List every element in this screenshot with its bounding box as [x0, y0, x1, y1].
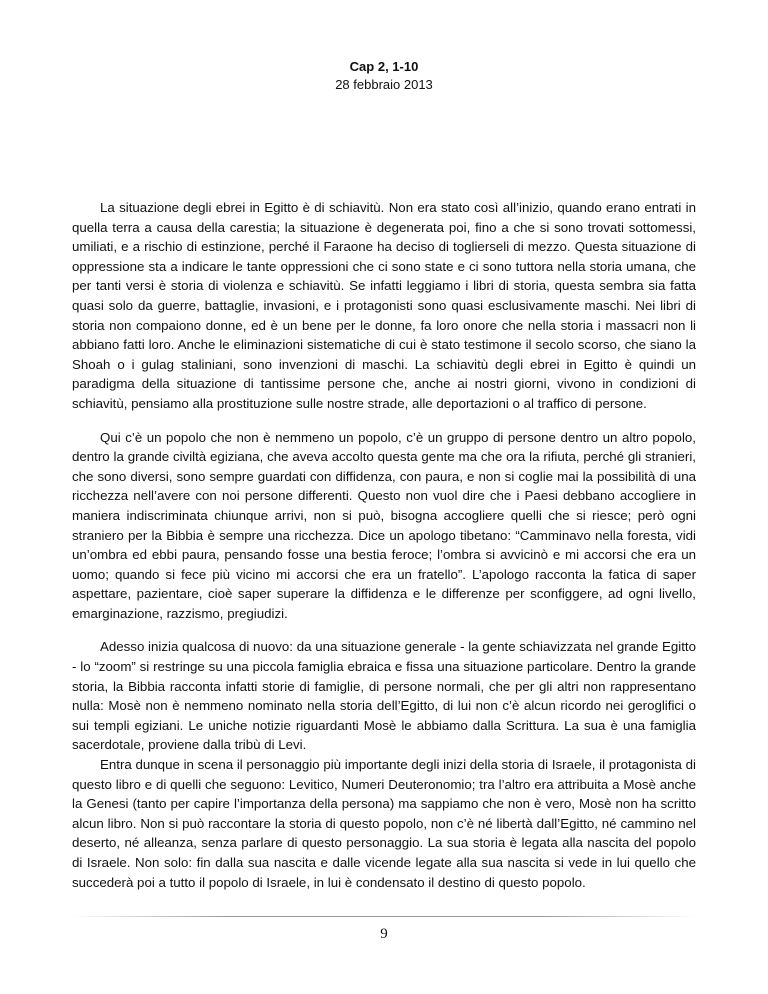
chapter-title: Cap 2, 1-10	[349, 59, 419, 74]
footer-divider	[72, 916, 696, 917]
paragraph-2: Qui c’è un popolo che non è nemmeno un popolo, c’è un gruppo di persone dentro un altro popolo, dentro la grande civiltà egiziana, che aveva accolto questa gente ma che ora la rifiuta, perché gli stranieri, che sono diversi, sono sempre guardati con diffidenza, con paura, e non si coglie mai la possibilità di una ricchezza nell’avere con noi persone differenti. Questo non vuol dire che i Paesi debbano accogliere in maniera indiscriminata chiunque arrivi, non si può, bisogna accogliere quelli che si riesce; però ogni straniero per la Bibbia è sempre una ricchezza. Dice un apologo tibetano: “Camminavo nella foresta, vidi un’ombra ed ebbi paura, pensando fosse una bestia feroce; l’ombra si avvicinò e mi accorsi che era un uomo; quando si fece più vicino mi accorsi che era un fratello”. L’apologo racconta la fatica di saper aspettare, pazientare, cioè saper superare la diffidenza e le differenze per sconfiggere, ad ogni livello, emarginazione, razzismo, pregiudizi.	[72, 429, 696, 621]
paragraph-4: Entra dunque in scena il personaggio più importante degli inizi della storia di Israele, il protagonista di questo libro e di quelli che seguono: Levitico, Numeri Deuteronomio; tra l’altro era attribuita a Mosè anche la Genesi (tanto per capire l’importanza della persona) ma sappiamo che non è vero, Mosè non ha scritto alcun libro. Non si può raccontare la storia di questo popolo, non c’è né libertà dall’Egitto, né cammino nel deserto, né alleanza, senza parlare di questo personaggio. La sua storia è legata alla nascita del popolo di Israele. Non solo: fin dalla sua nascita e dalle vicende legate alla sua nascita si vede in lui quello che succederà poi a tutto il popolo di Israele, in lui è condensato il destino di questo popolo.	[72, 757, 696, 890]
paragraph-1: La situazione degli ebrei in Egitto è di schiavitù. Non era stato così all’inizio, quando erano entrati in quella terra a causa della carestia; la situazione è degenerata poi, fino a che si sono trovati sottomessi, umiliati, e a rischio di estinzione, perché il Faraone ha deciso di toglierseli di mezzo. Questa situazione di oppressione sta a indicare le tante oppressioni che ci sono state e ci sono tuttora nella storia umana, che per tanti versi è storia di violenza e schiavitù. Se infatti leggiamo i libri di storia, questa sembra sia fatta quasi solo da guerre, battaglie, invasioni, e i protagonisti sono quasi esclusivamente maschi. Nei libri di storia non compaiono donne, ed è un bene per le donne, fa loro onore che nella storia i massacri non li abbiano fatti loro. Anche le eliminazioni sistematiche di cui è stato testimone il secolo scorso, che siano la Shoah o i gulag staliniani, sono invenzioni di maschi. La schiavitù degli ebrei in Egitto è quindi un paradigma della situazione di tantissime persone che, anche ai nostri giorni, vivono in condizioni di schiavitù, pensiamo alla prostituzione sulle nostre strade, alle deportazioni o al traffico di persone.	[72, 200, 696, 411]
chapter-date: 28 febbraio 2013	[335, 77, 433, 92]
body-text	[72, 198, 696, 892]
page-number: 9	[380, 926, 388, 942]
page-header	[0, 58, 768, 94]
paragraph-3: Adesso inizia qualcosa di nuovo: da una situazione generale - la gente schiavizzata nel grande Egitto - lo “zoom” si restringe su una piccola famiglia ebraica e fissa una situazione particolare. Dentro la grande storia, la Bibbia racconta infatti storie di famiglie, di persone normali, che per gli altri non rappresentano nulla: Mosè non è nemmeno nominato nella storia dell’Egitto, di lui non c’è alcun ricordo nei geroglifici o sui templi egiziani. Le uniche notizie riguardanti Mosè le abbiamo dalla Scrittura. La sua è una famiglia sacerdotale, proviene dalla tribù di Levi.	[72, 639, 696, 753]
